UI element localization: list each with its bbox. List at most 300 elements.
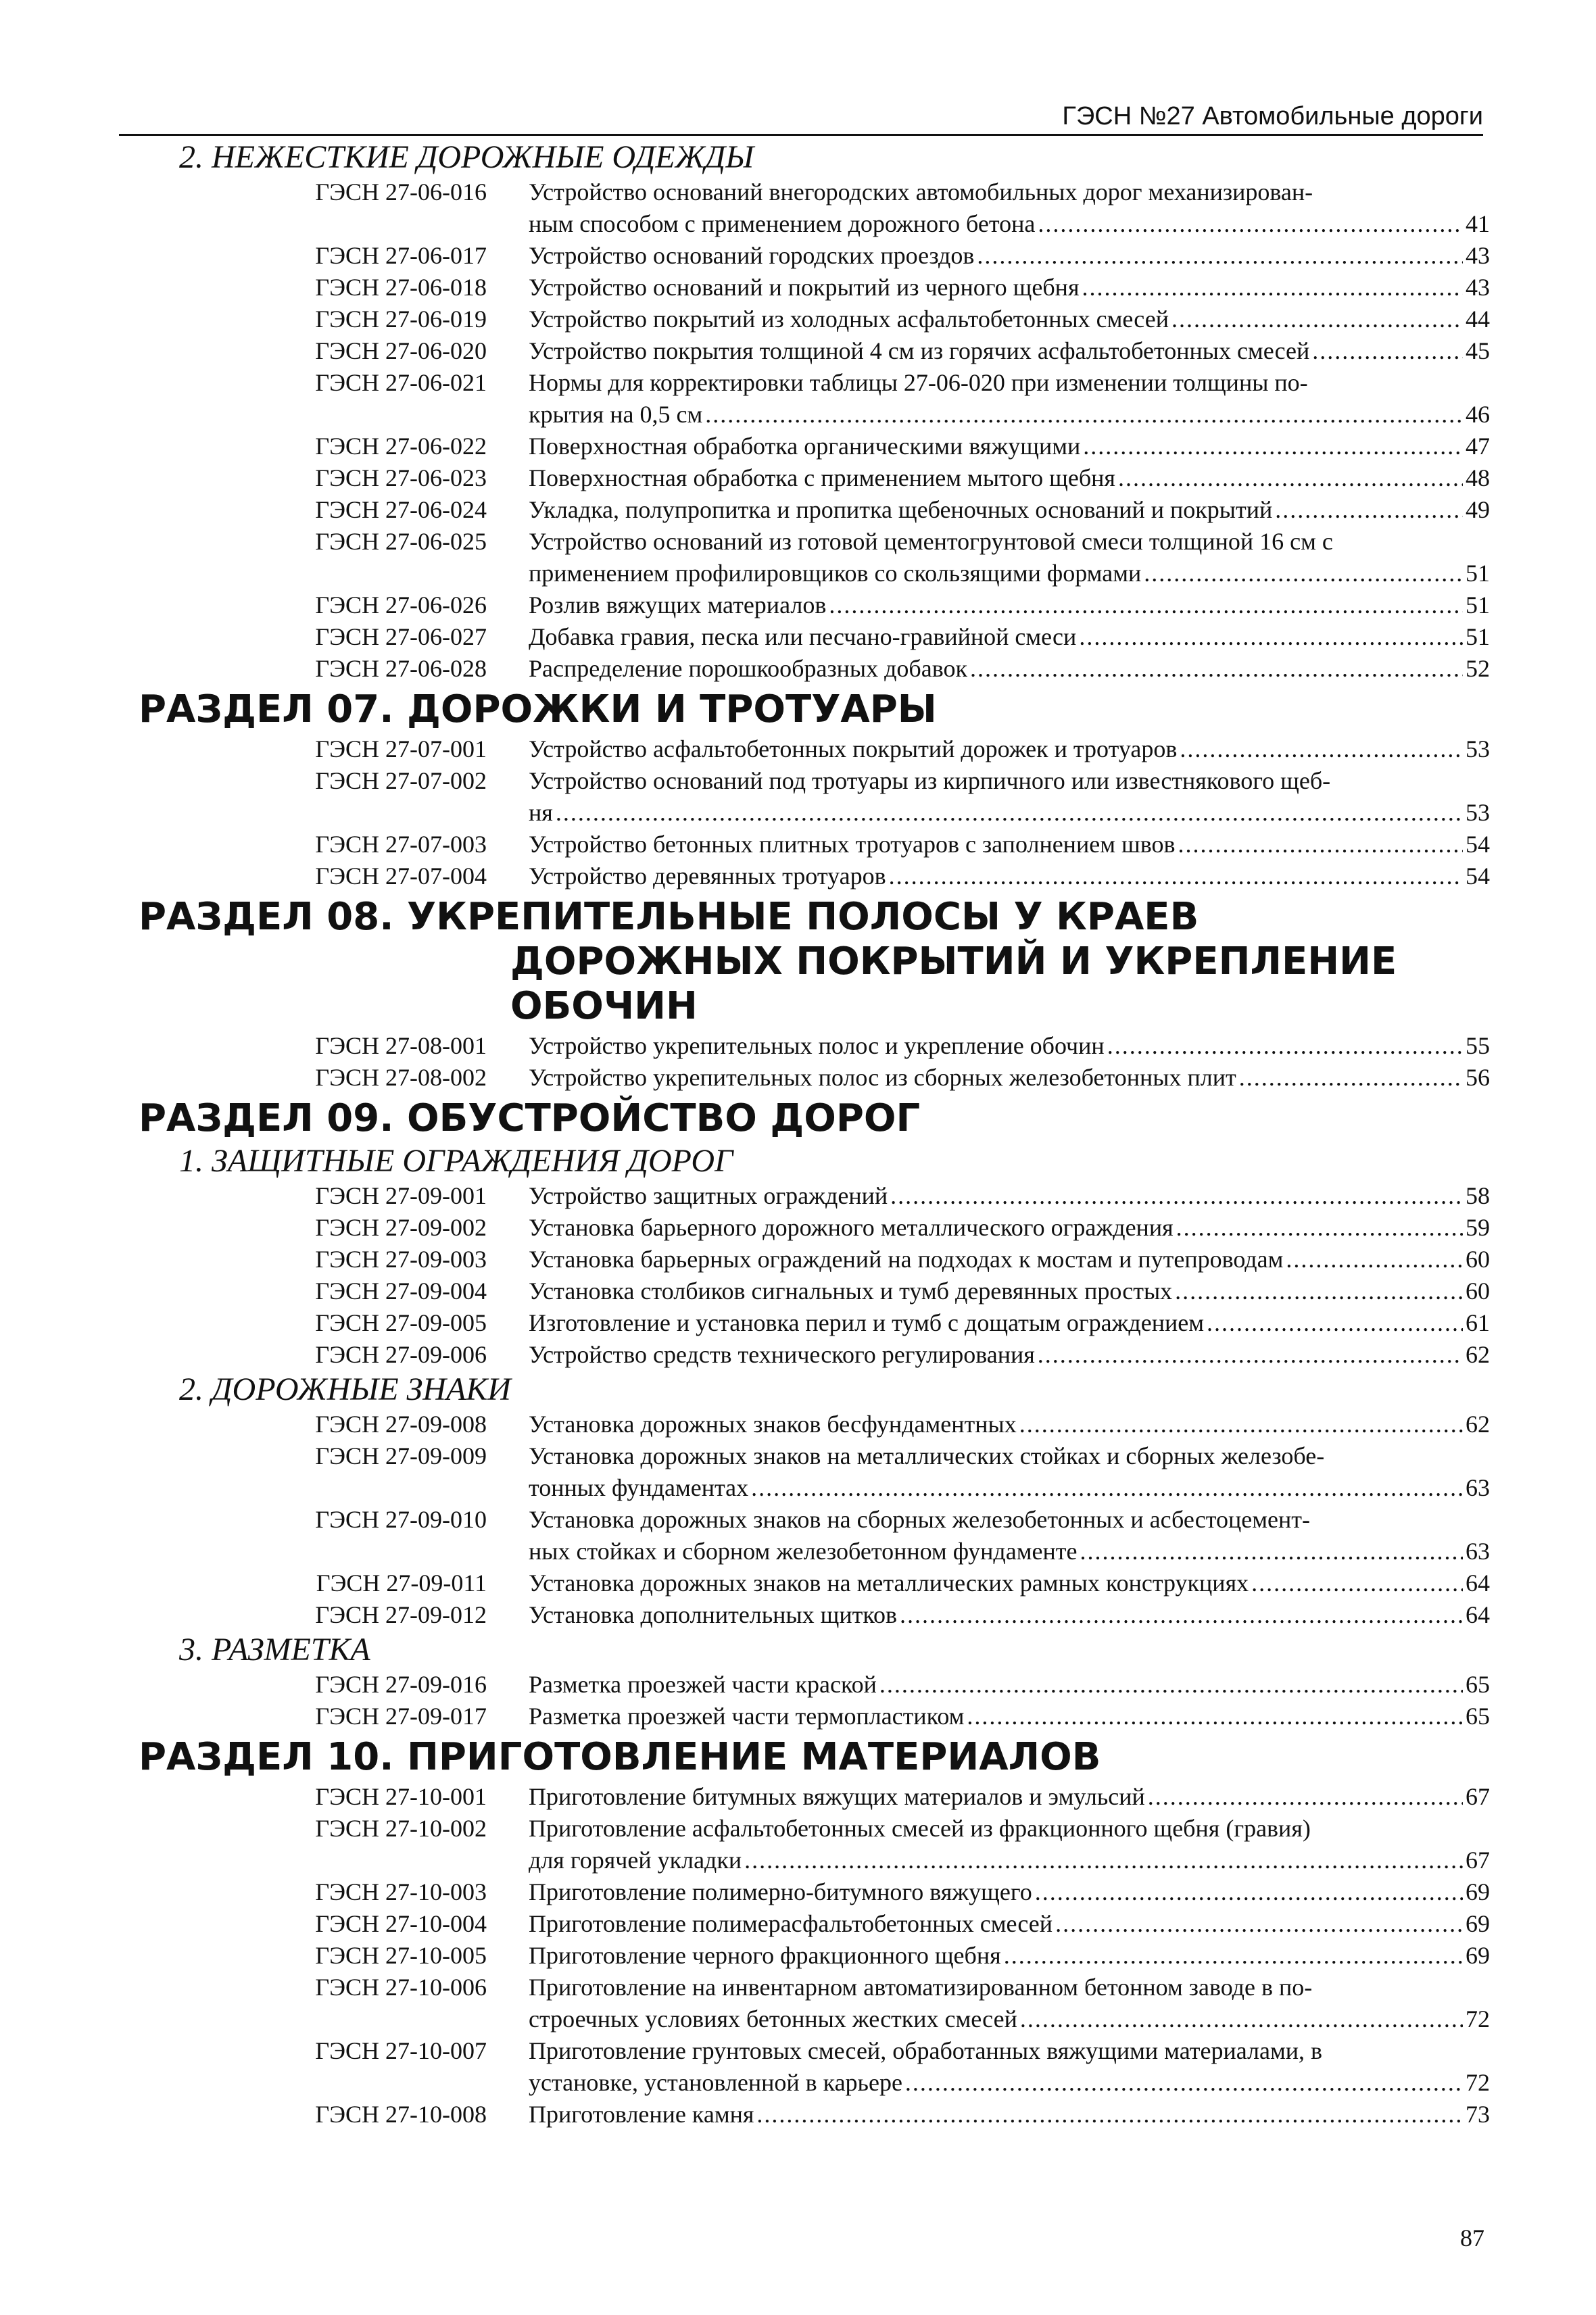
- page-ref: 69: [1466, 1910, 1490, 1937]
- page-ref: 41: [1466, 210, 1490, 237]
- page-ref: 60: [1466, 1246, 1490, 1273]
- toc-entry: [0, 1062, 1596, 1094]
- description-text: Поверхностная обработка с применением мытого щебня: [529, 464, 1115, 491]
- page-ref: 47: [1466, 433, 1490, 460]
- description-text: строечных условиях бетонных жестких смесей: [529, 2005, 1017, 2032]
- dot-leader: [751, 1472, 1463, 1504]
- page-ref: 43: [1466, 274, 1490, 301]
- dot-leader: [1171, 303, 1463, 335]
- description-line: [529, 733, 1490, 765]
- dot-leader: [556, 797, 1463, 829]
- section-heading-line: РАЗДЕЛ 07. ДОРОЖКИ И ТРОТУАРЫ: [139, 687, 937, 731]
- entry-description: [529, 1307, 1490, 1339]
- description-line: [529, 621, 1490, 653]
- description-text: Приготовление черного фракционного щебня: [529, 1942, 1001, 1969]
- description-line: [529, 1781, 1490, 1813]
- entry-description: [529, 621, 1490, 653]
- dot-leader: [1176, 1212, 1463, 1244]
- entry-description: [529, 462, 1490, 494]
- description-text: Приготовление полимерасфальтобетонных смесей: [529, 1910, 1053, 1937]
- description-text: Устройство оснований внегородских автомобильных дорог механизирован-: [529, 178, 1313, 205]
- description-line: [529, 1701, 1490, 1732]
- description-line: [529, 1244, 1490, 1275]
- toc-entry: [0, 1440, 1596, 1504]
- dot-leader: [1038, 1339, 1463, 1371]
- norm-code: ГЭСН 27-06-020: [315, 337, 487, 364]
- description-text: Устройство укрепительных полос и укрепление обочин: [529, 1032, 1105, 1059]
- page-ref: 72: [1466, 2005, 1490, 2032]
- description-line: [529, 589, 1490, 621]
- page-ref: 48: [1466, 464, 1490, 491]
- norm-code: ГЭСН 27-10-005: [315, 1942, 487, 1969]
- description-text: Разметка проезжей части краской: [529, 1671, 877, 1698]
- description-line: [529, 1472, 1490, 1504]
- description-text: Установка дорожных знаков на металлических рамных конструкциях: [529, 1569, 1249, 1597]
- norm-code: ГЭСН 27-10-007: [315, 2037, 487, 2064]
- description-text: крытия на 0,5 см: [529, 401, 703, 428]
- dot-leader: [1083, 431, 1463, 462]
- description-line: [529, 653, 1490, 685]
- norm-code: ГЭСН 27-08-002: [315, 1064, 487, 1091]
- description-text: Устройство асфальтобетонных покрытий дорожек и тротуаров: [529, 735, 1178, 762]
- norm-code: ГЭСН 27-09-008: [315, 1411, 487, 1438]
- section-heading-line: ОБОЧИН: [510, 984, 698, 1028]
- toc-entry: [0, 829, 1596, 860]
- page-ref: 52: [1466, 655, 1490, 682]
- toc-entry: [0, 1908, 1596, 1940]
- toc-entry: [0, 431, 1596, 462]
- entry-description: [529, 1440, 1490, 1504]
- toc-entry: [0, 2099, 1596, 2130]
- entry-description: [529, 1599, 1490, 1631]
- page-ref: 63: [1466, 1538, 1490, 1565]
- toc-entry: [0, 1212, 1596, 1244]
- description-text: ных стойках и сборном железобетонном фундаменте: [529, 1538, 1078, 1565]
- norm-code: ГЭСН 27-10-008: [315, 2101, 487, 2128]
- page-ref: 69: [1466, 1878, 1490, 1905]
- page-ref: 73: [1466, 2101, 1490, 2128]
- toc-entry: [0, 462, 1596, 494]
- norm-code: ГЭСН 27-06-017: [315, 242, 487, 269]
- description-text: Разметка проезжей части термопластиком: [529, 1703, 965, 1730]
- dot-leader: [1148, 1781, 1463, 1813]
- dot-leader: [879, 1669, 1463, 1701]
- description-line: [529, 1339, 1490, 1371]
- entry-description: [529, 2035, 1490, 2099]
- section-heading-line: РАЗДЕЛ 08. УКРЕПИТЕЛЬНЫЕ ПОЛОСЫ У КРАЕВ: [139, 895, 1199, 939]
- toc-entry: [0, 1972, 1596, 2035]
- description-text: Приготовление полимерно-битумного вяжущего: [529, 1878, 1032, 1905]
- description-text: Устройство укрепительных полос из сборных железобетонных плит: [529, 1064, 1236, 1091]
- page-ref: 54: [1466, 862, 1490, 890]
- description-line: [529, 1504, 1490, 1536]
- page-ref: 61: [1466, 1309, 1490, 1336]
- entry-description: [529, 733, 1490, 765]
- entry-description: [529, 1339, 1490, 1371]
- toc-entry: [0, 1275, 1596, 1307]
- toc-entry: [0, 335, 1596, 367]
- page-ref: 44: [1466, 306, 1490, 333]
- toc-entry: [0, 1876, 1596, 1908]
- norm-code: ГЭСН 27-06-018: [315, 274, 487, 301]
- description-line: [529, 1275, 1490, 1307]
- dot-leader: [1107, 1030, 1463, 1062]
- description-text: Приготовление битумных вяжущих материалов и эмульсий: [529, 1783, 1145, 1810]
- subsection-heading: 3. РАЗМЕТКА: [179, 1632, 370, 1667]
- toc-entry: [0, 1940, 1596, 1972]
- description-line: [529, 860, 1490, 892]
- entry-description: [529, 1409, 1490, 1440]
- description-text: Устройство оснований под тротуары из кирпичного или известнякового щеб-: [529, 767, 1331, 794]
- page-ref: 45: [1466, 337, 1490, 364]
- page-ref: 56: [1466, 1064, 1490, 1091]
- entry-description: [529, 367, 1490, 431]
- page-ref: 63: [1466, 1474, 1490, 1501]
- page-ref: 67: [1466, 1847, 1490, 1874]
- section-heading: [0, 1735, 1596, 1780]
- entry-description: [529, 272, 1490, 303]
- toc-entry: [0, 176, 1596, 240]
- description-line: [529, 1536, 1490, 1567]
- norm-code: ГЭСН 27-06-024: [315, 496, 487, 523]
- entry-description: [529, 526, 1490, 589]
- toc-entry: [0, 589, 1596, 621]
- norm-code: ГЭСН 27-09-003: [315, 1246, 487, 1273]
- entry-description: [529, 1940, 1490, 1972]
- dot-leader: [1286, 1244, 1463, 1275]
- subsection-heading: 2. НЕЖЕСТКИЕ ДОРОЖНЫЕ ОДЕЖДЫ: [179, 139, 754, 175]
- description-text: Устройство оснований из готовой цементогрунтовой смеси толщиной 16 см с: [529, 528, 1333, 555]
- description-text: Установка дорожных знаков на сборных железобетонных и асбестоцемент-: [529, 1506, 1310, 1533]
- entry-description: [529, 494, 1490, 526]
- description-text: ня: [529, 799, 553, 826]
- dot-leader: [1175, 1275, 1463, 1307]
- toc-entry: [0, 1180, 1596, 1212]
- dot-leader: [1180, 733, 1463, 765]
- description-text: Устройство оснований городских проездов: [529, 242, 975, 269]
- description-text: установке, установленной в карьере: [529, 2069, 902, 2096]
- page-ref: 46: [1466, 401, 1490, 428]
- dot-leader: [1080, 1536, 1463, 1567]
- page-ref: 53: [1466, 799, 1490, 826]
- norm-code: ГЭСН 27-06-022: [315, 433, 487, 460]
- toc-entry: [0, 860, 1596, 892]
- description-text: Поверхностная обработка органическими вяжущими: [529, 433, 1081, 460]
- description-text: Приготовление асфальтобетонных смесей из фракционного щебня (гравия): [529, 1815, 1311, 1842]
- page-ref: 59: [1466, 1214, 1490, 1241]
- description-line: [529, 1940, 1490, 1972]
- page-ref: 62: [1466, 1341, 1490, 1368]
- description-text: Устройство оснований и покрытий из черного щебня: [529, 274, 1080, 301]
- subsection-heading: 1. ЗАЩИТНЫЕ ОГРАЖДЕНИЯ ДОРОГ: [179, 1143, 733, 1179]
- toc-entry: [0, 1504, 1596, 1567]
- description-text: для горячей укладки: [529, 1847, 742, 1874]
- description-text: Установка дорожных знаков бесфундаментных: [529, 1411, 1017, 1438]
- description-line: [529, 2003, 1490, 2035]
- toc-entry: [0, 526, 1596, 589]
- norm-code: ГЭСН 27-09-009: [315, 1442, 487, 1469]
- toc-entry: [0, 303, 1596, 335]
- description-line: [529, 208, 1490, 240]
- entry-description: [529, 1972, 1490, 2035]
- entry-description: [529, 2099, 1490, 2130]
- description-line: [529, 431, 1490, 462]
- dot-leader: [1020, 2003, 1463, 2035]
- description-line: [529, 1212, 1490, 1244]
- description-line: [529, 1409, 1490, 1440]
- entry-description: [529, 1813, 1490, 1876]
- description-text: тонных фундаментах: [529, 1474, 749, 1501]
- description-text: Устройство бетонных плитных тротуаров с заполнением швов: [529, 831, 1176, 858]
- description-line: [529, 829, 1490, 860]
- entry-description: [529, 1244, 1490, 1275]
- dot-leader: [1207, 1307, 1463, 1339]
- description-line: [529, 1972, 1490, 2003]
- description-text: Приготовление грунтовых смесей, обработанных вяжущими материалами, в: [529, 2037, 1323, 2064]
- entry-description: [529, 1669, 1490, 1701]
- toc-entry: [0, 1244, 1596, 1275]
- entry-description: [529, 1781, 1490, 1813]
- norm-code: ГЭСН 27-09-011: [316, 1569, 487, 1597]
- description-line: [529, 335, 1490, 367]
- description-line: [529, 765, 1490, 797]
- description-text: Установка столбиков сигнальных и тумб деревянных простых: [529, 1277, 1173, 1305]
- entry-description: [529, 765, 1490, 829]
- norm-code: ГЭСН 27-10-006: [315, 1974, 487, 2001]
- entry-description: [529, 1876, 1490, 1908]
- toc-entry: [0, 1813, 1596, 1876]
- entry-description: [529, 176, 1490, 240]
- description-line: [529, 1062, 1490, 1094]
- entry-description: [529, 335, 1490, 367]
- norm-code: ГЭСН 27-09-017: [315, 1703, 487, 1730]
- page-ref: 65: [1466, 1703, 1490, 1730]
- toc-entry: [0, 2035, 1596, 2099]
- dot-leader: [1118, 462, 1463, 494]
- norm-code: ГЭСН 27-06-025: [315, 528, 487, 555]
- toc-entry: [0, 621, 1596, 653]
- description-text: Распределение порошкообразных добавок: [529, 655, 967, 682]
- section-heading: [0, 1096, 1596, 1141]
- dot-leader: [1239, 1062, 1463, 1094]
- toc-entry: [0, 494, 1596, 526]
- section-heading-line: ДОРОЖНЫХ ПОКРЫТИЙ И УКРЕПЛЕНИЕ: [510, 940, 1397, 983]
- dot-leader: [900, 1599, 1463, 1631]
- entry-description: [529, 829, 1490, 860]
- entry-description: [529, 1908, 1490, 1940]
- toc-entry: [0, 765, 1596, 829]
- toc-entry: [0, 1339, 1596, 1371]
- description-text: Приготовление на инвентарном автоматизированном бетонном заводе в по-: [529, 1974, 1313, 2001]
- description-text: применением профилировщиков со скользящими формами: [529, 560, 1142, 587]
- norm-code: ГЭСН 27-10-003: [315, 1878, 487, 1905]
- dot-leader: [1055, 1908, 1463, 1940]
- page-ref: 72: [1466, 2069, 1490, 2096]
- dot-leader: [1178, 829, 1463, 860]
- toc-entry: [0, 1567, 1596, 1599]
- norm-code: ГЭСН 27-06-016: [315, 178, 487, 205]
- dot-leader: [1312, 335, 1463, 367]
- norm-code: ГЭСН 27-09-012: [315, 1601, 487, 1628]
- norm-code: ГЭСН 27-10-001: [315, 1783, 487, 1810]
- dot-leader: [1275, 494, 1463, 526]
- norm-code: ГЭСН 27-09-002: [315, 1214, 487, 1241]
- description-text: Нормы для корректировки таблицы 27-06-020 при изменении толщины по-: [529, 369, 1308, 396]
- entry-description: [529, 1212, 1490, 1244]
- page-ref: 49: [1466, 496, 1490, 523]
- entry-description: [529, 1504, 1490, 1567]
- toc-entry: [0, 653, 1596, 685]
- norm-code: ГЭСН 27-07-004: [315, 862, 487, 890]
- dot-leader: [1082, 272, 1464, 303]
- norm-code: ГЭСН 27-07-002: [315, 767, 487, 794]
- page-ref: 65: [1466, 1671, 1490, 1698]
- dot-leader: [744, 1845, 1463, 1876]
- description-line: [529, 797, 1490, 829]
- entry-description: [529, 1701, 1490, 1732]
- description-text: Розлив вяжущих материалов: [529, 591, 827, 618]
- dot-leader: [1038, 208, 1463, 240]
- description-line: [529, 2067, 1490, 2099]
- dot-leader: [1004, 1940, 1463, 1972]
- section-heading: [0, 895, 1596, 1029]
- entry-description: [529, 240, 1490, 272]
- entry-description: [529, 431, 1490, 462]
- toc-entry: [0, 272, 1596, 303]
- toc-entry: [0, 1307, 1596, 1339]
- page-ref: 64: [1466, 1569, 1490, 1597]
- dot-leader: [829, 589, 1463, 621]
- description-line: [529, 1180, 1490, 1212]
- description-text: Добавка гравия, песка или песчано-гравийной смеси: [529, 623, 1077, 650]
- page-ref: 43: [1466, 242, 1490, 269]
- entry-description: [529, 1567, 1490, 1599]
- page-ref: 69: [1466, 1942, 1490, 1969]
- description-line: [529, 1876, 1490, 1908]
- description-line: [529, 494, 1490, 526]
- toc-entry: [0, 1030, 1596, 1062]
- entry-description: [529, 1275, 1490, 1307]
- norm-code: ГЭСН 27-09-005: [315, 1309, 487, 1336]
- description-line: [529, 462, 1490, 494]
- toc-entry: [0, 1599, 1596, 1631]
- page-ref: 51: [1466, 560, 1490, 587]
- dot-leader: [1035, 1876, 1463, 1908]
- dot-leader: [967, 1701, 1463, 1732]
- norm-code: ГЭСН 27-07-001: [315, 735, 487, 762]
- page-ref: 64: [1466, 1601, 1490, 1628]
- description-text: Устройство средств технического регулирования: [529, 1341, 1035, 1368]
- description-line: [529, 558, 1490, 589]
- entry-description: [529, 303, 1490, 335]
- description-line: [529, 303, 1490, 335]
- entry-description: [529, 1062, 1490, 1094]
- description-line: [529, 1440, 1490, 1472]
- norm-code: ГЭСН 27-09-004: [315, 1277, 487, 1305]
- description-text: Приготовление камня: [529, 2101, 754, 2128]
- norm-code: ГЭСН 27-07-003: [315, 831, 487, 858]
- description-line: [529, 367, 1490, 399]
- norm-code: ГЭСН 27-09-001: [315, 1182, 487, 1209]
- description-line: [529, 1908, 1490, 1940]
- subsection-heading: 2. ДОРОЖНЫЕ ЗНАКИ: [179, 1371, 511, 1407]
- description-text: Устройство защитных ограждений: [529, 1182, 888, 1209]
- description-line: [529, 2099, 1490, 2130]
- page-ref: 62: [1466, 1411, 1490, 1438]
- dot-leader: [890, 1180, 1463, 1212]
- description-text: Укладка, полупропитка и пропитка щебеночных оснований и покрытий: [529, 496, 1273, 523]
- norm-code: ГЭСН 27-06-026: [315, 591, 487, 618]
- norm-code: ГЭСН 27-06-023: [315, 464, 487, 491]
- description-line: [529, 1599, 1490, 1631]
- dot-leader: [756, 2099, 1463, 2130]
- entry-description: [529, 860, 1490, 892]
- norm-code: ГЭСН 27-09-006: [315, 1341, 487, 1368]
- dot-leader: [1019, 1409, 1463, 1440]
- page-ref: 54: [1466, 831, 1490, 858]
- norm-code: ГЭСН 27-06-021: [315, 369, 487, 396]
- dot-leader: [970, 653, 1463, 685]
- description-line: [529, 272, 1490, 303]
- description-text: Устройство покрытия толщиной 4 см из горячих асфальтобетонных смесей: [529, 337, 1310, 364]
- norm-code: ГЭСН 27-10-002: [315, 1815, 487, 1842]
- description-text: Установка барьерного дорожного металлического ограждения: [529, 1214, 1174, 1241]
- description-line: [529, 1567, 1490, 1599]
- description-line: [529, 1813, 1490, 1845]
- description-text: ным способом с применением дорожного бетона: [529, 210, 1036, 237]
- norm-code: ГЭСН 27-09-010: [315, 1506, 487, 1533]
- page-ref: 55: [1466, 1032, 1490, 1059]
- description-line: [529, 2035, 1490, 2067]
- dot-leader: [1144, 558, 1463, 589]
- section-heading-line: РАЗДЕЛ 10. ПРИГОТОВЛЕНИЕ МАТЕРИАЛОВ: [139, 1735, 1101, 1779]
- toc-entry: [0, 240, 1596, 272]
- toc-entry: [0, 1409, 1596, 1440]
- page-ref: 67: [1466, 1783, 1490, 1810]
- description-line: [529, 399, 1490, 431]
- page-ref: 60: [1466, 1277, 1490, 1305]
- norm-code: ГЭСН 27-10-004: [315, 1910, 487, 1937]
- description-line: [529, 176, 1490, 208]
- page-ref: 58: [1466, 1182, 1490, 1209]
- description-line: [529, 1669, 1490, 1701]
- dot-leader: [977, 240, 1463, 272]
- description-text: Установка барьерных ограждений на подходах к мостам и путепроводам: [529, 1246, 1284, 1273]
- section-heading: [0, 687, 1596, 732]
- norm-code: ГЭСН 27-06-027: [315, 623, 487, 650]
- dot-leader: [1251, 1567, 1463, 1599]
- toc-entry: [0, 733, 1596, 765]
- description-line: [529, 1845, 1490, 1876]
- page-ref: 51: [1466, 623, 1490, 650]
- page-ref: 51: [1466, 591, 1490, 618]
- description-text: Установка дополнительных щитков: [529, 1601, 898, 1628]
- page-number: 87: [1460, 2224, 1484, 2251]
- toc-entry: [0, 1701, 1596, 1732]
- running-header: [119, 95, 1483, 136]
- description-text: Устройство покрытий из холодных асфальтобетонных смесей: [529, 306, 1169, 333]
- description-line: [529, 240, 1490, 272]
- norm-code: ГЭСН 27-08-001: [315, 1032, 487, 1059]
- toc-entry: [0, 367, 1596, 431]
- entry-description: [529, 653, 1490, 685]
- norm-code: ГЭСН 27-06-028: [315, 655, 487, 682]
- entry-description: [529, 589, 1490, 621]
- toc-entry: [0, 1781, 1596, 1813]
- norm-code: ГЭСН 27-06-019: [315, 306, 487, 333]
- page-ref: 53: [1466, 735, 1490, 762]
- entry-description: [529, 1180, 1490, 1212]
